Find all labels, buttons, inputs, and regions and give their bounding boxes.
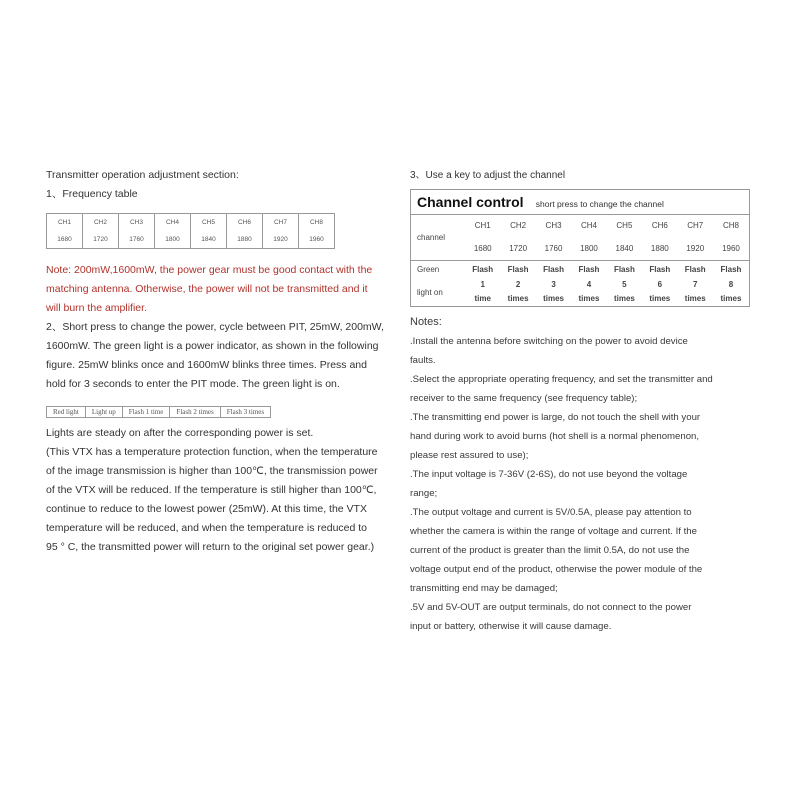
paragraph-line: hold for 3 seconds to enter the PIT mode. The green light is on. <box>46 378 340 390</box>
note-line: please rest assured to use); <box>410 450 529 461</box>
paragraph-line: temperature will be reduced, and when the temperature is reduced to <box>46 522 368 534</box>
flash-word: Flash <box>500 261 535 279</box>
note-line: transmitting end may be damaged; <box>410 583 558 594</box>
paragraph-line: 1600mW. The green light is a power indicator, as shown in the following <box>46 340 379 352</box>
note-line: receiver to the same frequency (see frequency table); <box>410 393 638 404</box>
freq-value: 1840 <box>191 231 227 249</box>
channel-name: CH8 <box>713 215 750 237</box>
channel-freq: 1880 <box>650 243 669 253</box>
right-column <box>410 166 755 636</box>
warning-line: will burn the amplifier. <box>46 302 147 314</box>
flash-count: 8 <box>728 280 734 289</box>
freq-channel: CH4 <box>155 214 191 232</box>
channel-name: CH7 <box>678 215 713 237</box>
flash-word: Flash <box>536 261 571 279</box>
channel-name: CH6 <box>642 215 677 237</box>
channel-freq: 1680 <box>473 243 492 253</box>
paragraph-line: of the VTX will be reduced. If the temperature is still higher than 100℃, <box>46 484 377 496</box>
note-line: .The output voltage and current is 5V/0.5A, please pay attention to <box>410 507 692 518</box>
channel-table-title: Channel control <box>417 194 524 210</box>
flash-word: Flash <box>642 261 677 279</box>
channel-control-table <box>410 189 750 307</box>
frequency-table <box>46 213 335 249</box>
light-cell: Flash 1 time <box>122 407 170 418</box>
paragraph-line: 2、Short press to change the power, cycle between PIT, 25mW, 200mW, <box>46 321 384 333</box>
freq-value: 1800 <box>155 231 191 249</box>
warning-line: matching antenna. Otherwise, the power will not be transmitted and it <box>46 283 368 295</box>
note-line: faults. <box>410 355 436 366</box>
light-cell: Red light <box>47 407 86 418</box>
note-line: .5V and 5V-OUT are output terminals, do not connect to the power <box>410 602 692 613</box>
note-line: .The input voltage is 7-36V (2-6S), do not use beyond the voltage <box>410 469 688 480</box>
channel-freq: 1960 <box>722 243 740 253</box>
flash-count: 4 <box>586 280 592 289</box>
channel-table-subtitle: short press to change the channel <box>535 199 664 209</box>
freq-channel: CH2 <box>83 214 119 232</box>
channel-freq: 1840 <box>615 243 634 253</box>
flash-count: 1 <box>480 280 485 289</box>
freq-channel: CH6 <box>227 214 263 232</box>
paragraph-line: continue to reduce to the lowest power (25mW). At this time, the VTX <box>46 503 367 515</box>
paragraph-line: (This VTX has a temperature protection function, when the temperature <box>46 446 378 458</box>
flash-unit: times <box>613 293 635 303</box>
channel-name: CH4 <box>571 215 606 237</box>
freq-channel: CH8 <box>299 214 335 232</box>
channel-label: channel <box>411 215 466 261</box>
flash-count: 5 <box>622 280 627 289</box>
freq-channel: CH5 <box>191 214 227 232</box>
flash-unit: times <box>578 293 600 303</box>
freq-value: 1960 <box>299 231 335 249</box>
note-line: .Install the antenna before switching on the power to avoid device <box>410 336 688 347</box>
flash-count: 7 <box>693 280 698 289</box>
freq-value: 1720 <box>83 231 119 249</box>
notes-section <box>410 313 755 636</box>
flash-unit: times <box>684 293 706 303</box>
temperature-paragraph <box>46 424 386 557</box>
flash-word: Flash <box>607 261 642 279</box>
light-cell: Flash 3 times <box>220 407 270 418</box>
section-title: Transmitter operation adjustment section: <box>46 169 239 181</box>
flash-word: Flash <box>713 261 750 279</box>
left-column <box>46 166 386 557</box>
flash-count: 3 <box>551 280 556 289</box>
note-line: .The transmitting end power is large, do not touch the shell with your <box>410 412 701 423</box>
channel-name: CH5 <box>607 215 642 237</box>
freq-value: 1920 <box>263 231 299 249</box>
note-line: current of the product is greater than the limit 0.5A, do not use the <box>410 545 690 556</box>
flash-word: Flash <box>465 261 500 279</box>
freq-channel: CH3 <box>119 214 155 232</box>
freq-value: 1680 <box>47 231 83 249</box>
channel-freq: 1920 <box>686 243 705 253</box>
frequency-heading: 1、Frequency table <box>46 188 138 200</box>
flash-unit: times <box>720 293 742 303</box>
channel-freq: 1800 <box>580 243 598 253</box>
light-on-label: light on <box>417 287 443 297</box>
channel-name: CH3 <box>536 215 571 237</box>
note-line: input or battery, otherwise it will cause damage. <box>410 621 612 632</box>
flash-unit: times <box>507 293 529 303</box>
power-paragraph <box>46 318 386 394</box>
notes-title: Notes: <box>410 316 442 328</box>
channel-freq: 1720 <box>509 243 528 253</box>
freq-channel: CH1 <box>47 214 83 232</box>
freq-value: 1760 <box>119 231 155 249</box>
flash-count: 2 <box>515 280 521 289</box>
flash-word: Flash <box>571 261 606 279</box>
light-cell: Flash 2 times <box>170 407 220 418</box>
channel-heading: 3、Use a key to adjust the channel <box>410 170 566 181</box>
paragraph-line: Lights are steady on after the corresponding power is set. <box>46 427 314 439</box>
warning-line: Note: 200mW,1600mW, the power gear must be good contact with the <box>46 264 373 276</box>
channel-name: CH2 <box>500 215 535 237</box>
flash-count: 6 <box>657 280 663 289</box>
antenna-warning <box>46 261 386 318</box>
note-line: .Select the appropriate operating frequency, and set the transmitter and <box>410 374 713 385</box>
note-line: whether the camera is within the range of voltage and current. If the <box>410 526 697 537</box>
paragraph-line: figure. 25mW blinks once and 1600mW blinks three times. Press and <box>46 359 367 371</box>
note-line: voltage output end of the product, otherwise the power module of the <box>410 564 703 575</box>
channel-freq: 1760 <box>544 243 563 253</box>
flash-word: Flash <box>678 261 713 279</box>
freq-channel: CH7 <box>263 214 299 232</box>
light-cell: Light up <box>85 407 122 418</box>
flash-unit: times <box>649 293 671 303</box>
flash-unit: times <box>543 293 564 303</box>
green-label: Green <box>411 261 466 279</box>
note-line: hand during work to avoid burns (hot shell is a normal phenomenon, <box>410 431 700 442</box>
note-line: range; <box>410 488 438 499</box>
flash-unit: time <box>474 293 491 303</box>
freq-value: 1880 <box>227 231 263 249</box>
light-status-table <box>46 406 271 418</box>
channel-table-header <box>411 190 750 215</box>
paragraph-line: of the image transmission is higher than 100℃, the transmission power <box>46 465 378 477</box>
channel-name: CH1 <box>465 215 500 237</box>
paragraph-line: 95 ° C, the transmitted power will return to the original set power gear.) <box>46 541 375 553</box>
